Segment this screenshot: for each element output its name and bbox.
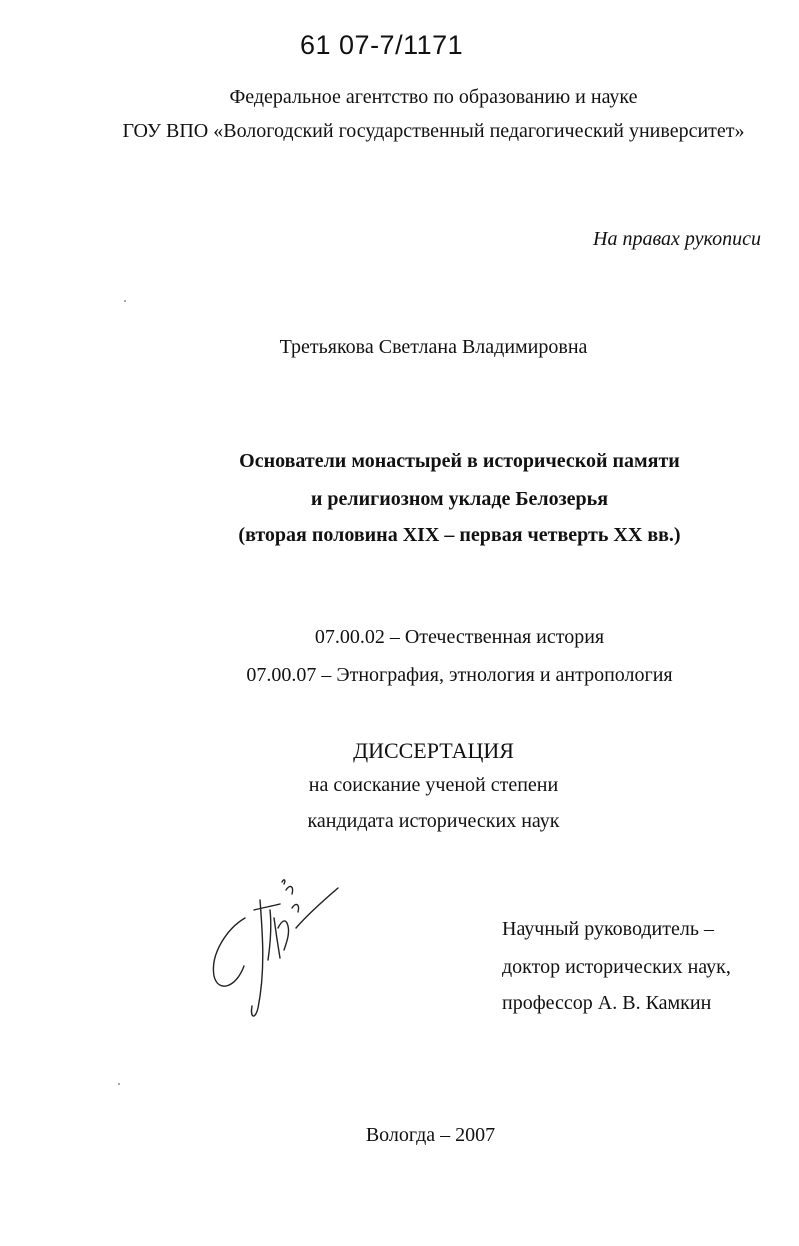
degree-line-2: кандидата исторических наук: [307, 810, 560, 832]
degree-line-1: на соискание ученой степени: [308, 774, 559, 796]
rights-notice: На правах рукописи: [593, 228, 761, 250]
scan-speck: [118, 1083, 120, 1085]
supervisor-line-2: доктор исторических наук,: [502, 956, 731, 978]
title-line-3: (вторая половина XIX – первая четверть XX вв.): [238, 524, 681, 546]
archive-code: 61 07-7/1171: [300, 30, 464, 60]
title-line-1: Основатели монастырей в исторической памяти: [239, 450, 680, 472]
specialty-1: 07.00.02 – Отечественная история: [314, 626, 605, 648]
university-name: ГОУ ВПО «Вологодский государственный педагогический университет»: [122, 120, 745, 142]
specialty-2: 07.00.07 – Этнография, этнология и антропология: [246, 664, 673, 686]
author-name: Третьякова Светлана Владимировна: [279, 336, 588, 358]
signature: [200, 868, 350, 1028]
scan-speck: [124, 300, 126, 302]
agency-name: Федеральное агентство по образованию и науке: [229, 86, 638, 108]
supervisor-line-1: Научный руководитель –: [502, 918, 714, 940]
title-line-2: и религиозном укладе Белозерья: [310, 488, 609, 510]
document-type: ДИССЕРТАЦИЯ: [353, 738, 514, 763]
city-year: Вологда – 2007: [365, 1124, 496, 1146]
supervisor-line-3: профессор А. В. Камкин: [502, 992, 712, 1014]
